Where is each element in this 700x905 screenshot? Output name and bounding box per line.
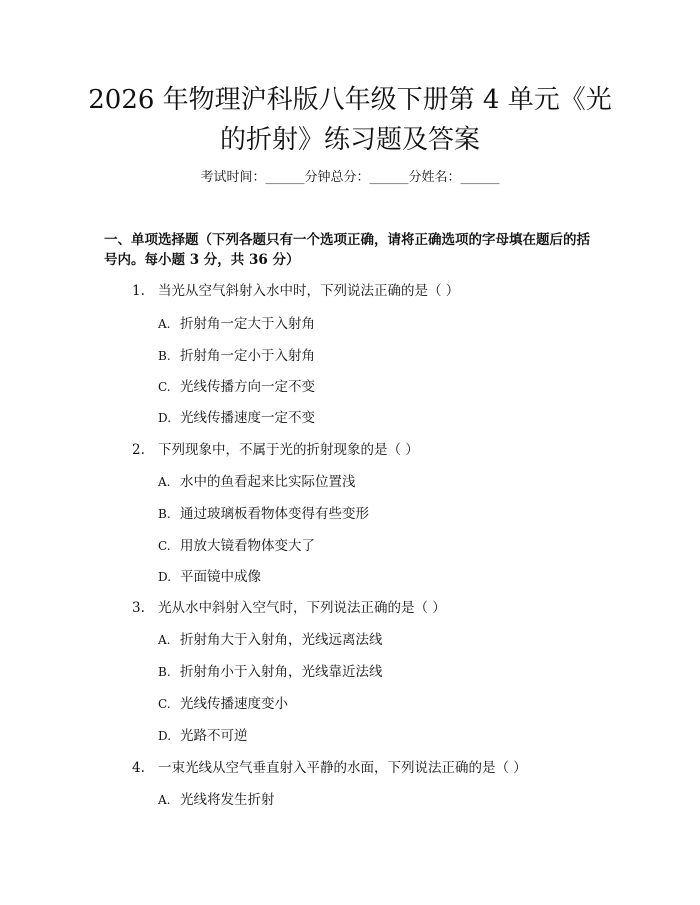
question-4-option-a	[158, 790, 275, 810]
option-letter: C.	[158, 539, 171, 553]
option-text: 平面镜中成像	[180, 569, 261, 585]
question-1-option-c	[158, 377, 315, 397]
option-text: 折射角小于入射角，光线靠近法线	[180, 664, 383, 680]
question-1-option-b	[158, 346, 315, 366]
question-number: 3.	[132, 600, 145, 616]
question-2	[132, 440, 419, 460]
option-text: 光线传播速度一定不变	[180, 410, 315, 426]
exam-info	[0, 168, 700, 188]
option-text: 折射角一定小于入射角	[180, 348, 315, 364]
option-letter: A.	[158, 633, 171, 647]
option-letter: B.	[158, 349, 171, 363]
question-3-option-d	[158, 726, 248, 746]
question-number: 4.	[132, 760, 145, 776]
question-1-option-a	[158, 314, 315, 334]
option-text: 用放大镜看物体变大了	[180, 538, 315, 554]
option-letter: C.	[158, 697, 171, 711]
option-letter: C.	[158, 380, 171, 394]
option-text: 水中的鱼看起来比实际位置浅	[180, 474, 356, 490]
question-1	[132, 281, 459, 301]
title-line-2: 的折射》练习题及答案	[219, 125, 480, 155]
question-3-option-c	[158, 694, 288, 714]
question-text: 光从水中斜射入空气时，下列说法正确的是（ ）	[158, 600, 446, 616]
question-2-option-c	[158, 536, 315, 556]
question-2-option-d	[158, 567, 261, 587]
option-letter: D.	[158, 570, 172, 584]
option-text: 折射角一定大于入射角	[180, 316, 315, 332]
option-text: 通过玻璃板看物体变得有些变形	[180, 506, 369, 522]
option-text: 光线传播速度变小	[180, 696, 288, 712]
option-letter: A.	[158, 475, 171, 489]
option-text: 光路不可逆	[180, 728, 248, 744]
question-3-option-a	[158, 630, 383, 650]
option-text: 光线将发生折射	[180, 792, 275, 808]
question-2-option-b	[158, 504, 369, 524]
question-number: 2.	[132, 442, 145, 458]
document-title	[60, 80, 640, 160]
question-1-option-d	[158, 408, 315, 428]
title-line-1: 2026 年物理沪科版八年级下册第 4 单元《光	[88, 85, 612, 115]
question-4	[132, 758, 527, 778]
option-letter: B.	[158, 507, 171, 521]
exam-time-field: 考试时间：______分钟	[200, 170, 331, 185]
question-2-option-a	[158, 472, 356, 492]
option-text: 折射角大于入射角，光线远离法线	[180, 632, 383, 648]
section-heading: 一、单项选择题（下列各题只有一个选项正确，请将正确选项的字母填在题后的括号内。每小题 3 分，共 36 分）	[104, 232, 590, 268]
student-name-field: 姓名：______	[421, 170, 500, 185]
total-score-field: 总分：______分	[330, 170, 422, 185]
option-letter: B.	[158, 665, 171, 679]
question-text: 一束光线从空气垂直射入平静的水面，下列说法正确的是（ ）	[158, 760, 527, 776]
option-letter: A.	[158, 793, 171, 807]
question-number: 1.	[132, 283, 145, 299]
option-letter: A.	[158, 317, 171, 331]
question-text: 下列现象中，不属于光的折射现象的是（ ）	[158, 442, 419, 458]
question-3	[132, 598, 446, 618]
option-text: 光线传播方向一定不变	[180, 379, 315, 395]
option-letter: D.	[158, 729, 172, 743]
question-text: 当光从空气斜射入水中时，下列说法正确的是（ ）	[158, 283, 460, 299]
question-3-option-b	[158, 662, 383, 682]
option-letter: D.	[158, 411, 172, 425]
